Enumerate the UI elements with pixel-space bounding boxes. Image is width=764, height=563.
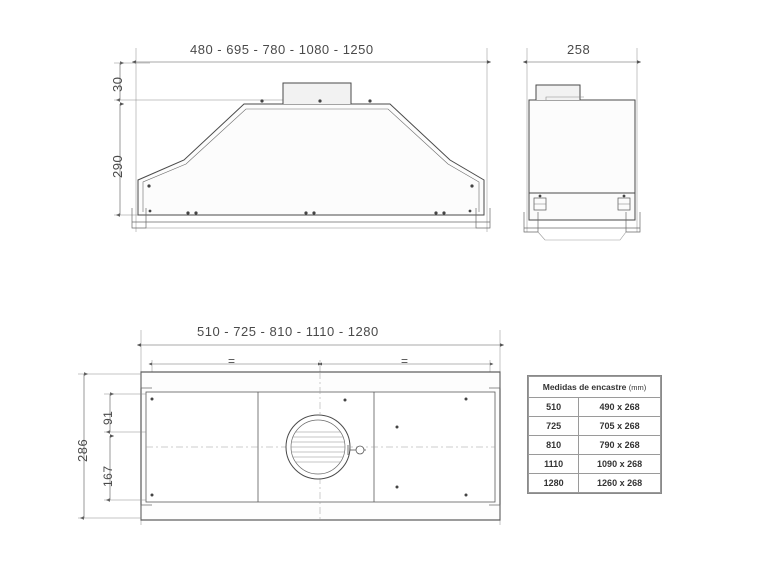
table-title-cell: [529, 377, 661, 398]
table-title-unit: (mm): [628, 383, 647, 392]
table-header-row: [529, 377, 661, 398]
bottom-view-inner-height-dimension: 167: [101, 465, 115, 487]
table-cell-size: 510: [529, 398, 579, 417]
equal-mark-left: =: [228, 354, 236, 368]
table-cell-cutout: 705 x 268: [579, 417, 661, 436]
table-row: [529, 417, 661, 436]
table-cell-size: 810: [529, 436, 579, 455]
bottom-view-width-dimension: 510 - 725 - 810 - 1110 - 1280: [197, 324, 379, 339]
table-cell-cutout: 1260 x 268: [579, 474, 661, 493]
encastre-measurements-table: [527, 375, 662, 494]
table-cell-cutout: 790 x 268: [579, 436, 661, 455]
top-view-width-dimension: 480 - 695 - 780 - 1080 - 1250: [190, 42, 374, 57]
table-cell-size: 725: [529, 417, 579, 436]
table-row: [529, 474, 661, 493]
bottom-view-sub-height-dimension: 91: [101, 410, 115, 425]
table-row: [529, 436, 661, 455]
side-view-depth-dimension: 258: [567, 42, 591, 57]
table-title: Medidas de encastre: [542, 382, 627, 392]
top-view-height-dimension: 290: [110, 154, 125, 178]
table-cell-size: 1110: [529, 455, 579, 474]
equal-mark-right: =: [401, 354, 409, 368]
table-cell-cutout: 490 x 268: [579, 398, 661, 417]
table-row: [529, 455, 661, 474]
table-cell-cutout: 1090 x 268: [579, 455, 661, 474]
bottom-view-total-height-dimension: 286: [75, 438, 90, 462]
table-cell-size: 1280: [529, 474, 579, 493]
table-row: [529, 398, 661, 417]
top-view-offset-dimension: 30: [110, 76, 125, 92]
